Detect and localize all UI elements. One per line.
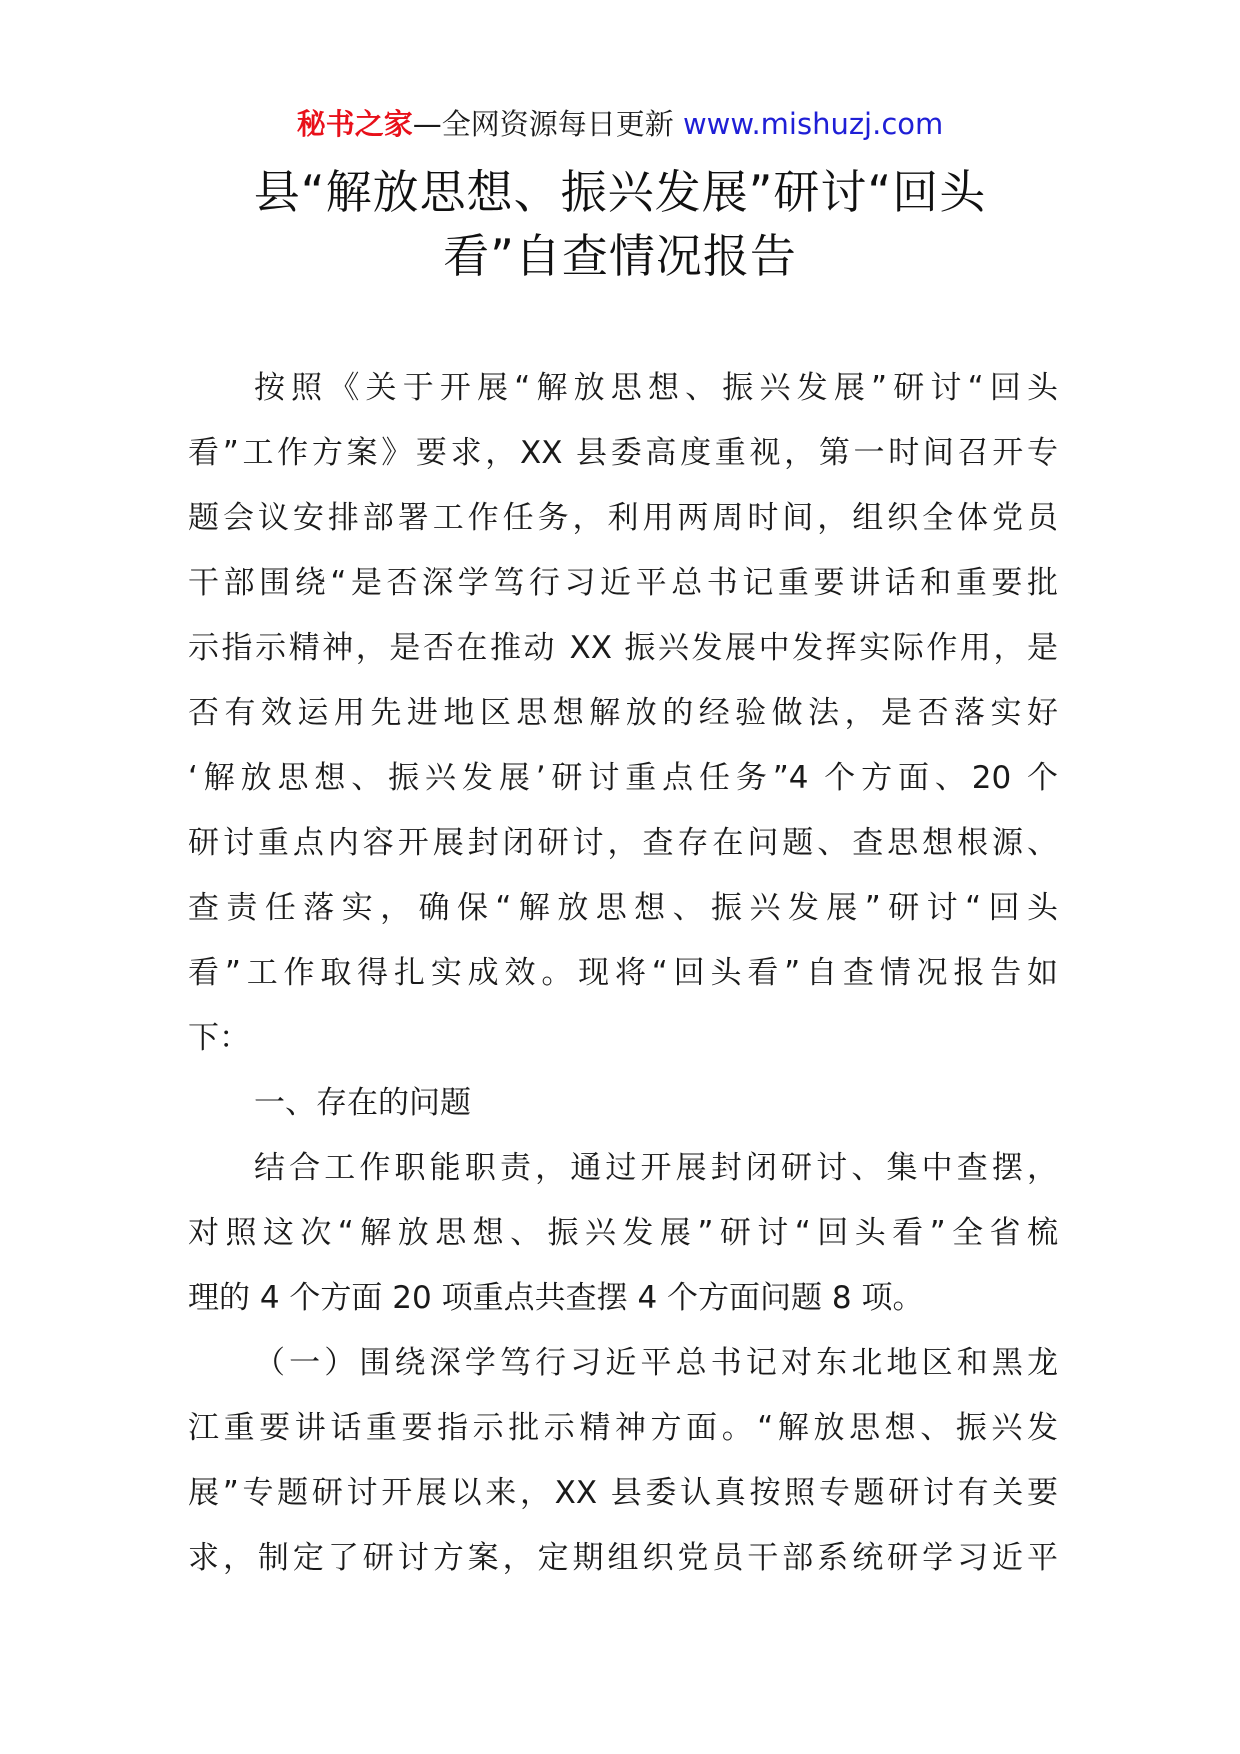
body-line: 求，制定了研讨方案，定期组织党员干部系统研学习近平: [188, 1540, 1058, 1576]
body-line: 示指示精神，是否在推动 XX 振兴发展中发挥实际作用，是: [188, 630, 1058, 666]
body-line: 干部围绕“是否深学笃行习近平总书记重要讲话和重要批: [188, 565, 1058, 601]
body-line: 按照《关于开展“解放思想、振兴发展”研讨“回头: [254, 370, 1058, 406]
document-body: [188, 356, 1058, 1591]
header-url[interactable]: www.mishuzj.com: [682, 107, 944, 141]
body-line: 看”工作取得扎实成效。现将“回头看”自查情况报告如: [188, 955, 1058, 991]
subsection-line: （一）围绕深学笃行习近平总书记对东北地区和黑龙: [254, 1345, 1058, 1381]
section-heading: 一、存在的问题: [254, 1085, 471, 1121]
body-line: 否有效运用先进地区思想解放的经验做法，是否落实好: [188, 695, 1058, 731]
document-title: [180, 160, 1060, 288]
body-line: 看”工作方案》要求，XX 县委高度重视，第一时间召开专: [188, 435, 1058, 471]
body-line: 题会议安排部署工作任务，利用两周时间，组织全体党员: [188, 500, 1058, 536]
watermark-header: [0, 104, 1240, 144]
body-line: ‘解放思想、振兴发展’研讨重点任务”4 个方面、20 个: [188, 760, 1058, 796]
header-tagline: —全网资源每日更新: [412, 107, 683, 141]
header-brand: 秘书之家: [296, 107, 413, 141]
title-line-1: 县“解放思想、振兴发展”研讨“回头: [253, 165, 987, 219]
body-line: 江重要讲话重要指示批示精神方面。“解放思想、振兴发: [188, 1410, 1058, 1446]
body-line: 研讨重点内容开展封闭研讨，查存在问题、查思想根源、: [188, 825, 1058, 861]
body-line: 结合工作职能职责，通过开展封闭研讨、集中查摆，: [254, 1150, 1058, 1186]
body-line: 展”专题研讨开展以来，XX 县委认真按照专题研讨有关要: [188, 1475, 1058, 1511]
body-line: 查责任落实，确保“解放思想、振兴发展”研讨“回头: [188, 890, 1058, 926]
body-line: 对照这次“解放思想、振兴发展”研讨“回头看”全省梳: [188, 1215, 1058, 1251]
title-line-2: 看”自查情况报告: [443, 229, 797, 283]
body-line: 理的 4 个方面 20 项重点共查摆 4 个方面问题 8 项。: [188, 1280, 924, 1316]
body-line: 下：: [188, 1020, 250, 1056]
